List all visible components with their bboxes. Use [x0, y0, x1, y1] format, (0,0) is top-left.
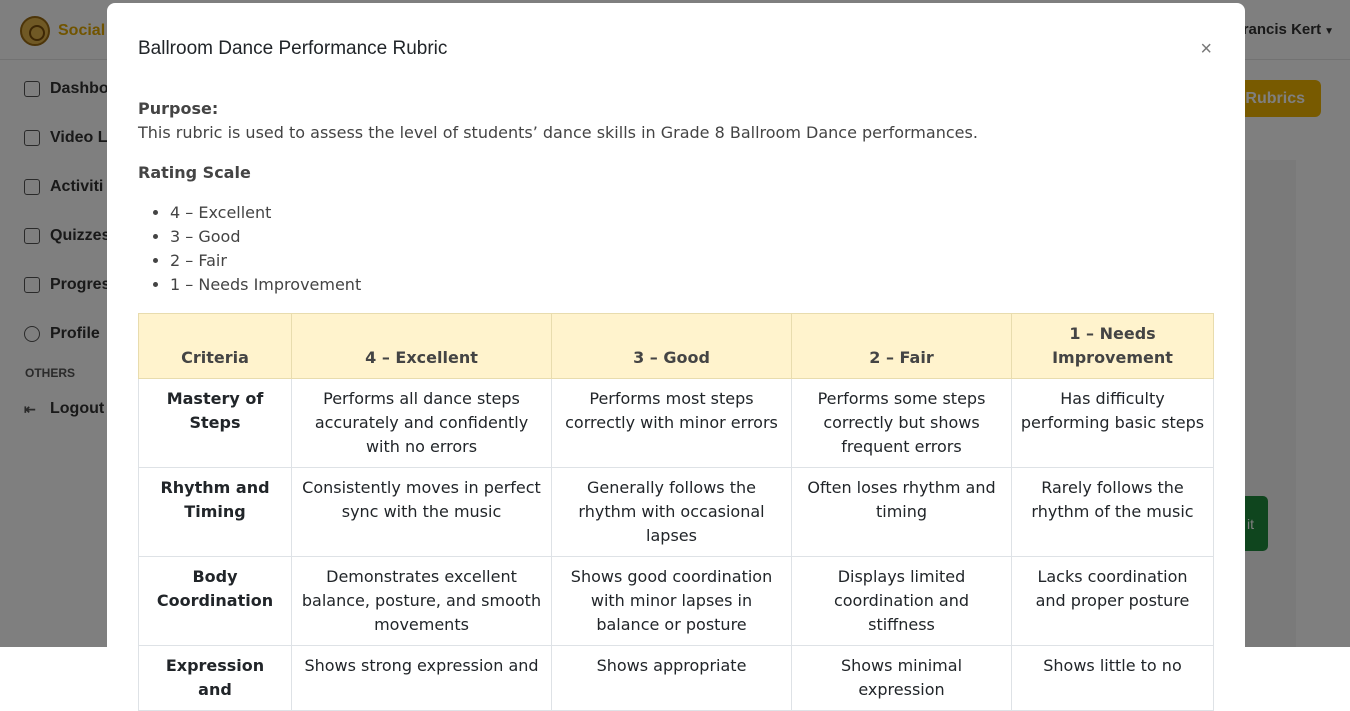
header-criteria: Criteria: [139, 314, 292, 379]
table-cell: Rarely follows the rhythm of the music: [1012, 468, 1214, 557]
modal-body: [138, 97, 1213, 711]
list-item: • 4 – Excellent: [170, 201, 1213, 225]
criteria-cell: Body Coordination: [139, 557, 292, 646]
header-excellent: 4 – Excellent: [292, 314, 552, 379]
table-cell: Generally follows the rhythm with occasional lapses: [552, 468, 792, 557]
table-cell: Lacks coordination and proper posture: [1012, 557, 1214, 646]
purpose-text: This rubric is used to assess the level of students’ dance skills in Grade 8 Ballroom Dance performances.: [138, 123, 978, 142]
header-good: 3 – Good: [552, 314, 792, 379]
header-fair: 2 – Fair: [792, 314, 1012, 379]
table-row: [139, 646, 1214, 711]
purpose-label: Purpose:: [138, 99, 219, 118]
modal-title: Ballroom Dance Performance Rubric: [138, 38, 448, 59]
table-cell: Demonstrates excellent balance, posture, and smooth movements: [292, 557, 552, 646]
list-item: • 1 – Needs Improvement: [170, 273, 1213, 297]
table-cell: Shows little to no: [1012, 646, 1214, 711]
header-needs-improvement: 1 – Needs Improvement: [1012, 314, 1214, 379]
list-item: • 3 – Good: [170, 225, 1213, 249]
rubric-modal: [107, 3, 1245, 699]
rating-scale-list: [170, 201, 1213, 297]
criteria-cell: Rhythm and Timing: [139, 468, 292, 557]
table-row: [139, 557, 1214, 646]
table-header-row: [139, 314, 1214, 379]
rating-scale-title: Rating Scale: [138, 163, 251, 182]
table-cell: Shows strong expression and: [292, 646, 552, 711]
criteria-cell: Expression and: [139, 646, 292, 711]
rubric-table: [138, 313, 1214, 711]
list-item: • 2 – Fair: [170, 249, 1213, 273]
close-icon[interactable]: ×: [1200, 38, 1212, 60]
table-row: [139, 379, 1214, 468]
table-cell: Often loses rhythm and timing: [792, 468, 1012, 557]
purpose-section: [138, 97, 1213, 145]
criteria-cell: Mastery of Steps: [139, 379, 292, 468]
table-cell: Consistently moves in perfect sync with the music: [292, 468, 552, 557]
table-cell: Shows minimal expression: [792, 646, 1012, 711]
table-cell: Performs all dance steps accurately and confidently with no errors: [292, 379, 552, 468]
table-cell: Performs some steps correctly but shows frequent errors: [792, 379, 1012, 468]
table-cell: Displays limited coordination and stiffness: [792, 557, 1012, 646]
table-cell: Shows appropriate: [552, 646, 792, 711]
table-row: [139, 468, 1214, 557]
table-cell: Shows good coordination with minor lapses in balance or posture: [552, 557, 792, 646]
table-cell: Has difficulty performing basic steps: [1012, 379, 1214, 468]
table-cell: Performs most steps correctly with minor errors: [552, 379, 792, 468]
